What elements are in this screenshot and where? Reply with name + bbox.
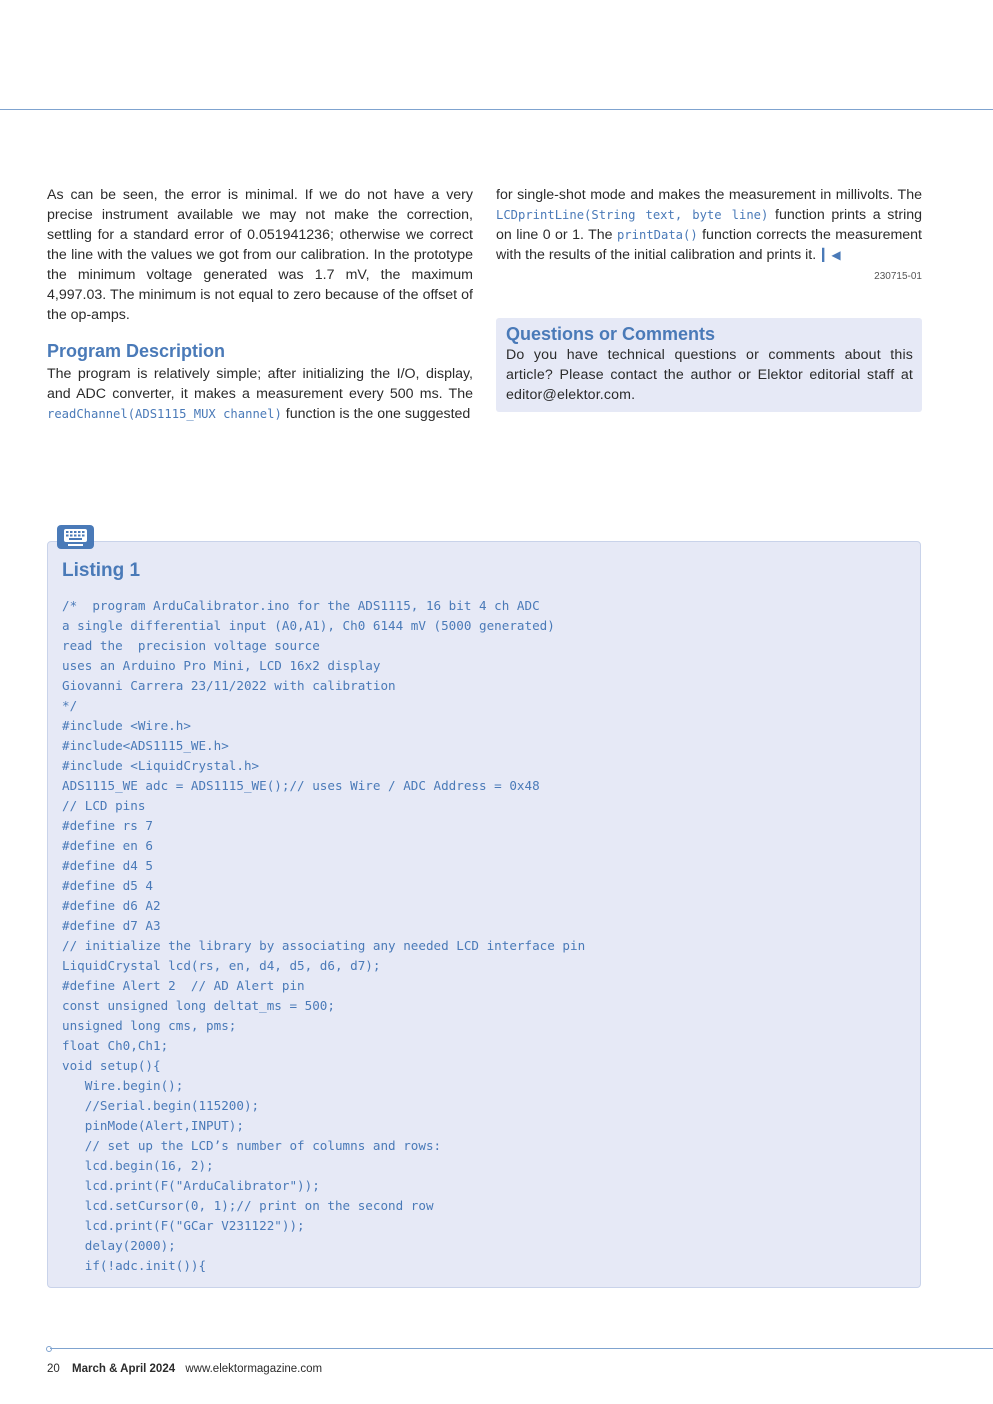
body-text: function corrects the measurement with the results of the initial calibration and prints it.: [496, 227, 923, 263]
left-column: [47, 185, 473, 424]
body-text: function is the one suggested: [281, 406, 471, 422]
body-text: for single-shot mode and makes the measurement in millivolts. The: [496, 187, 922, 203]
body-paragraph: As can be seen, the error is minimal. If we do not have a very precise instrument available we may not make the correction, settling for a standard error of 0.051941236; otherwise we correct the line with the values we got from our calibration. In the prototype the minimum voltage generated was 1.7 mV, the maximum 4,997.03. The minimum is not equal to zero because of the offset of the op-amps.: [47, 187, 473, 323]
code-listing-box: [47, 541, 921, 1288]
header-rule: [0, 109, 993, 110]
inline-code: printData(): [616, 228, 698, 242]
section-heading: Program Description: [47, 341, 226, 361]
footer-rule: [50, 1348, 993, 1349]
inline-code: LCDprintLine(String text, byte line): [496, 208, 769, 222]
listing-title: Listing 1: [62, 560, 141, 581]
listing-code: /* program ArduCalibrator.ino for the ADS1115, 16 bit 4 ch ADC a single differential input (A0,A1), Ch0 6144 mV (5000 generated) read the precision voltage source uses an Arduino Pro Mini, LCD 16x2 display Giovanni Carrera 23/11/2022 with calibration */ #include <Wire.h> #include<ADS1115_WE.h> #include <LiquidCrystal.h> ADS1115_WE adc = ADS1115_WE();// uses Wire / ADC Address = 0x48 // LCD pins #define rs 7 #define en 6 #define d4 5 #define d5 4 #define d6 A2 #define d7 A3 // initialize the library by associating any needed LCD interface pin LiquidCrystal lcd(rs, en, d4, d5, d6, d7); #define Alert 2 // AD Alert pin const unsigned long deltat_ms = 500; unsigned long cms, pms; float Ch0,Ch1; void setup(){ Wire.begin(); //Serial.begin(115200); pinMode(Alert,INPUT); // set up the LCD’s number of columns and rows: lcd.begin(16, 2); lcd.print(F("ArduCalibrator")); lcd.setCursor(0, 1);// print on the second row lcd.print(F("GCar V231122")); delay(2000); if(!adc.init()){: [62, 598, 586, 1273]
page-number: 20: [47, 1363, 60, 1375]
article-reference-code: 230715-01: [874, 271, 922, 282]
body-text: function prints a string on line 0 or 1. The: [496, 207, 922, 243]
keyboard-icon: [57, 525, 94, 549]
page-footer: [47, 1363, 322, 1375]
end-of-article-icon: ▎◀: [822, 248, 841, 262]
issue-date: March & April 2024: [72, 1363, 176, 1375]
questions-box-text: Do you have technical questions or comments about this article? Please contact the author or Elektor editorial staff at editor@elektor.com.: [506, 347, 913, 403]
inline-code: readChannel(ADS1115_MUX channel): [47, 407, 282, 421]
website-link[interactable]: www.elektormagazine.com: [185, 1363, 323, 1375]
body-paragraph: [47, 364, 473, 424]
body-text: The program is relatively simple; after initializing the I/O, display, and ADC converter, it makes a measurement every 500 ms. The: [47, 366, 473, 402]
footer-rule-dot: [46, 1346, 52, 1352]
questions-box: [496, 318, 922, 412]
body-paragraph: [496, 185, 922, 265]
right-column: [496, 185, 922, 287]
questions-box-title: Questions or Comments: [506, 324, 716, 344]
